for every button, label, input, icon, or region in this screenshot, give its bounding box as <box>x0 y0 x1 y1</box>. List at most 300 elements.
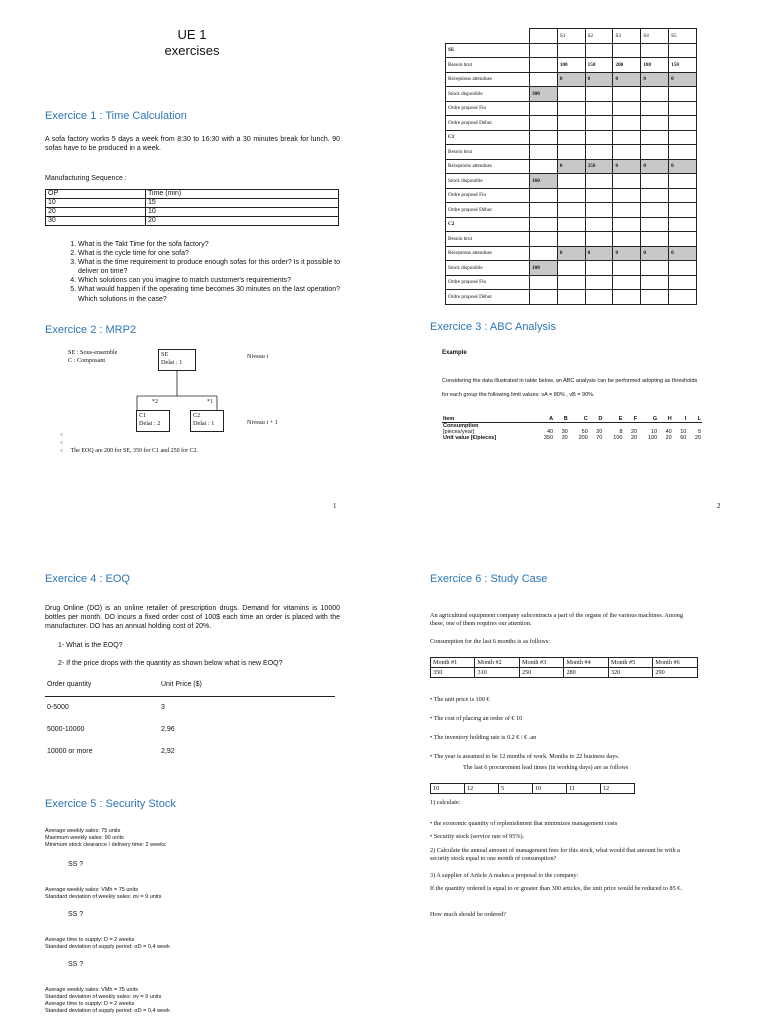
table-cell <box>613 290 641 305</box>
calc-items <box>430 817 617 843</box>
table-cell <box>613 116 641 131</box>
table-cell <box>669 232 697 247</box>
initial-cell <box>530 275 558 290</box>
page-1 <box>0 0 384 512</box>
question-3: 3) A supplier of Article A makes a proposal to the company: <box>430 872 579 879</box>
row-label: C2 <box>446 217 530 232</box>
table-row <box>45 696 335 718</box>
ss-question: SS ? <box>68 861 84 868</box>
table-cell <box>613 275 641 290</box>
document-title: UE 1 <box>177 27 207 42</box>
legend-se: SE : Sous-ensemble <box>68 349 118 356</box>
table-cell <box>641 116 669 131</box>
ss-question: SS ? <box>68 961 84 968</box>
table-cell: 200 <box>578 435 588 441</box>
table-row <box>442 423 702 436</box>
row-label: Réceptions attendues <box>446 159 530 174</box>
table-cell: 310 <box>475 668 519 678</box>
table-cell: 3 <box>161 703 165 711</box>
table-cell <box>669 275 697 290</box>
text-line: Average weekly sales: VMh = 75 units <box>45 887 138 893</box>
table-cell: 200 <box>613 58 641 73</box>
header-cell: H <box>658 416 673 423</box>
table-cell: 2,92 <box>161 747 175 755</box>
header-cell: Month #6 <box>653 658 698 668</box>
period-header: S4 <box>641 29 669 44</box>
table-cell <box>557 290 585 305</box>
table-cell <box>557 188 585 203</box>
table-cell: 10 <box>146 208 339 217</box>
row-label: C1 <box>446 130 530 145</box>
table-cell <box>585 203 613 218</box>
table-cell <box>641 261 669 276</box>
table-cell: 0 <box>641 246 669 261</box>
table-cell <box>641 101 669 116</box>
table-cell <box>613 43 641 58</box>
text-line: Average time to supply: D = 2 weeks <box>45 1000 135 1007</box>
table-cell <box>641 130 669 145</box>
table-cell <box>613 130 641 145</box>
table-cell: 0-5000 <box>47 703 69 711</box>
abc-text-content: Considering the data illustrated in table below, an ABC analysis can be performed adopting as thresholds for each group the following limit values: vA = 80% , vB = 90%. <box>442 378 698 399</box>
header-cell: Item <box>442 416 534 423</box>
eoq-note <box>60 448 198 454</box>
table-row <box>446 203 697 218</box>
table-cell <box>641 217 669 232</box>
table-cell: 150 <box>585 58 613 73</box>
row-label: SE <box>446 43 530 58</box>
table-row <box>45 674 335 696</box>
table-cell: 8 <box>619 429 623 435</box>
table-cell: 0 <box>613 72 641 87</box>
exercise-4-intro: Drug Online (DO) is an online retailer of prescription drugs. Demand for vitamins is 10000 bottles per month. DO incurs a fixed order cost of 100$ each time an order is placed with the manufacturer. DO has an annual holding cost of 20%. <box>45 605 340 631</box>
table-cell: 10 <box>651 429 658 435</box>
label: Consumption <box>443 423 479 429</box>
table-cell <box>585 290 613 305</box>
node-label: C2 <box>193 412 201 419</box>
table-row <box>442 435 702 441</box>
table-cell: 12 <box>464 784 498 794</box>
table-cell: 0 <box>557 72 585 87</box>
table-cell <box>557 261 585 276</box>
sequence-label: Manufacturing Sequence : <box>45 175 127 182</box>
row-label: Besoin brut <box>446 145 530 160</box>
table-cell <box>641 188 669 203</box>
table-cell: 280 <box>564 668 608 678</box>
table-cell <box>613 217 641 232</box>
list-item: • The inventory holding rate is 0.2 € / € .an <box>430 734 537 741</box>
table-cell: 5 <box>697 429 701 435</box>
text-line: Minimum stock clearance / delivery time: 2 weeks <box>45 841 166 848</box>
row-label: Stock disponible <box>446 261 530 276</box>
table-row <box>45 718 335 740</box>
table-cell <box>641 174 669 189</box>
table-cell <box>585 87 613 102</box>
table-cell: 350 <box>431 668 475 678</box>
exercise-4-q2: 2- If the price drops with the quantity as shown below what is new EOQ? <box>58 660 283 667</box>
tree-connectors <box>120 370 240 412</box>
table-row <box>446 72 697 87</box>
table-cell: 100 <box>647 435 658 441</box>
table-cell: 5 <box>498 784 532 794</box>
table-cell: 290 <box>653 668 698 678</box>
table-cell <box>641 232 669 247</box>
study-case-intro: An agricultural equipment company subcontracts a part of the organs of the various machines. Among these, one of them requires our attention. <box>430 612 683 628</box>
ss-block-1 <box>45 828 166 849</box>
row-label: Ordre proposé Fin <box>446 101 530 116</box>
node-label: SE <box>161 351 169 358</box>
table-cell: 0 <box>557 159 585 174</box>
exercise-5-title: Exercice 5 : Security Stock <box>45 798 176 810</box>
table-row <box>446 145 697 160</box>
table-row <box>46 208 339 217</box>
table-row <box>46 217 339 226</box>
row-label: Besoin brut <box>446 232 530 247</box>
table-row <box>45 740 335 762</box>
exercise-2-title: Exercice 2 : MRP2 <box>45 324 137 336</box>
table-cell: 40 <box>546 429 554 435</box>
text-line: Standard deviation of supply period: σD = 0,4 week <box>45 943 170 950</box>
header-cell: E <box>603 416 623 423</box>
row-label: Réceptions attendues <box>446 72 530 87</box>
table-cell <box>585 174 613 189</box>
row-label: Ordre proposé Fin <box>446 188 530 203</box>
table-cell: 10 <box>46 199 146 208</box>
exercise-4-q1: 1- What is the EOQ? <box>58 642 123 649</box>
table-cell <box>669 116 697 131</box>
initial-cell: 300 <box>530 87 558 102</box>
table-cell <box>669 87 697 102</box>
document-subtitle: exercises <box>164 43 220 58</box>
table-cell: 10 <box>532 784 566 794</box>
table-cell: 40 <box>665 429 672 435</box>
table-cell: 70 <box>596 435 603 441</box>
qty-c1: *2 <box>152 399 158 405</box>
table-row <box>446 87 697 102</box>
table-row <box>446 232 697 247</box>
node-delay: Delai : 1 <box>193 420 215 428</box>
table-cell: 11 <box>566 784 600 794</box>
table-row <box>446 261 697 276</box>
table-cell: 10000 or more <box>47 747 93 755</box>
ss-question: SS ? <box>68 911 84 918</box>
question-3-ask: How much should be ordered? <box>430 911 506 918</box>
table-cell <box>557 174 585 189</box>
header-cell: F <box>623 416 638 423</box>
initial-cell <box>530 145 558 160</box>
exercise-6-title: Exercice 6 : Study Case <box>430 573 548 585</box>
table-cell <box>585 43 613 58</box>
table-row <box>446 159 697 174</box>
period-header: S5 <box>669 29 697 44</box>
table-cell: 0 <box>669 72 697 87</box>
ss-block-3 <box>45 937 170 951</box>
table-cell <box>613 101 641 116</box>
table-cell: 350 <box>585 159 613 174</box>
header-cell: Month #4 <box>564 658 608 668</box>
list-item: 3. What is the time requirement to produce enough sofas for this order? Is it possible to deliver on time? <box>78 258 340 276</box>
initial-cell <box>530 130 558 145</box>
table-row <box>446 116 697 131</box>
table-cell <box>557 116 585 131</box>
row-label: Ordre proposé Fin <box>446 275 530 290</box>
table-cell <box>641 203 669 218</box>
table-row <box>446 188 697 203</box>
initial-cell: 100 <box>530 261 558 276</box>
node-delay: Delai : 2 <box>139 420 161 428</box>
list-item: 5. What would happen if the operating time becomes 30 minutes on the last operation? Which solutions in the case? <box>78 285 340 303</box>
row-label: Ordre proposé Début <box>446 116 530 131</box>
table-cell <box>669 188 697 203</box>
table-row <box>446 246 697 261</box>
table-cell: 20 <box>596 429 603 435</box>
exercise-1-questions <box>68 240 340 304</box>
table-cell: 0 <box>585 72 613 87</box>
list-item: • The year is assumed to be 12 months of work. Months to 22 business days. <box>430 753 620 760</box>
table-cell <box>669 145 697 160</box>
table-row <box>446 101 697 116</box>
initial-cell <box>530 58 558 73</box>
table-cell: 0 <box>557 246 585 261</box>
table-cell: 30 <box>561 429 568 435</box>
table-cell <box>669 261 697 276</box>
unit: [pieces/year] <box>443 429 475 435</box>
list-item: • the economic quantity of replenishment that minimizes management costs <box>430 820 618 827</box>
node-delay: Delai : 1 <box>161 359 183 367</box>
list-item: 1. What is the Takt Time for the sofa factory? <box>78 240 340 249</box>
table-cell: 12 <box>600 784 634 794</box>
mrp-table <box>445 28 697 305</box>
abc-text <box>442 374 704 403</box>
corner-cell <box>446 29 530 44</box>
table-cell: 50 <box>581 429 588 435</box>
table-cell: 10 <box>680 429 687 435</box>
header-cell: Month #2 <box>475 658 519 668</box>
bullet-empty-1: ○ <box>60 433 64 438</box>
se-node <box>158 349 196 371</box>
table-cell <box>613 174 641 189</box>
page-number: 1 <box>333 502 337 510</box>
table-cell: 0 <box>585 246 613 261</box>
table-cell <box>585 145 613 160</box>
initial-cell <box>530 188 558 203</box>
table-cell <box>641 43 669 58</box>
table-cell: 2,96 <box>161 725 175 733</box>
table-row <box>446 174 697 189</box>
table-row <box>46 190 339 199</box>
table-cell: 0 <box>613 246 641 261</box>
table-cell: 30 <box>561 435 568 441</box>
table-cell: 20 <box>630 435 638 441</box>
list-item: 2. What is the cycle time for one sofa? <box>78 249 340 258</box>
table-cell <box>557 145 585 160</box>
page-number: 2 <box>717 502 721 510</box>
table-cell <box>613 145 641 160</box>
table-cell <box>641 145 669 160</box>
period-header: S2 <box>585 29 613 44</box>
table-row <box>446 275 697 290</box>
exercise-3-title: Exercice 3 : ABC Analysis <box>430 321 556 333</box>
table-cell: 5000-10000 <box>47 725 85 733</box>
table-cell <box>557 87 585 102</box>
table-cell <box>669 203 697 218</box>
table-cell: 250 <box>519 668 563 678</box>
table-cell <box>585 275 613 290</box>
node-label: C1 <box>139 412 147 419</box>
bullet-icon: ○ <box>60 449 64 454</box>
table-cell <box>557 130 585 145</box>
table-cell: 0 <box>669 159 697 174</box>
table-cell <box>557 275 585 290</box>
table-cell: 100 <box>557 58 585 73</box>
table-cell <box>669 130 697 145</box>
table-cell: 10 <box>431 784 465 794</box>
exercise-1-title: Exercice 1 : Time Calculation <box>45 110 187 122</box>
period-header: S3 <box>613 29 641 44</box>
bullet-empty-2: ○ <box>60 441 64 446</box>
initial-cell: 160 <box>530 174 558 189</box>
table-cell <box>613 203 641 218</box>
initial-cell <box>530 72 558 87</box>
table-cell <box>557 203 585 218</box>
c1-node <box>136 410 170 432</box>
ss-block-2 <box>45 887 161 901</box>
abc-example-label: Example <box>442 350 467 356</box>
table-cell <box>613 261 641 276</box>
table-cell <box>613 87 641 102</box>
diagram-legend <box>68 349 118 365</box>
initial-cell <box>530 290 558 305</box>
table-cell <box>669 43 697 58</box>
header-cell: Unit Price ($) <box>159 674 335 696</box>
consumption-label <box>442 423 534 436</box>
table-cell: 100 <box>613 435 623 441</box>
table-cell <box>557 232 585 247</box>
table-cell <box>557 101 585 116</box>
row-label: Besoin brut <box>446 58 530 73</box>
exercise-4-title: Exercice 4 : EOQ <box>45 573 130 585</box>
lead-time-intro: The last 6 procurement lead times (in working days) are as follows <box>463 764 629 771</box>
table-cell: 0 <box>669 246 697 261</box>
header-cell: Month #3 <box>519 658 563 668</box>
text-line: Average weekly sales: 75 units <box>45 828 121 834</box>
initial-cell <box>530 159 558 174</box>
table-row <box>46 199 339 208</box>
table-row <box>431 658 698 668</box>
table-cell: 20 <box>665 435 672 441</box>
operations-table <box>45 189 339 226</box>
table-cell: 320 <box>608 668 652 678</box>
lead-time-table <box>430 783 635 794</box>
table-cell <box>557 43 585 58</box>
table-cell: 60 <box>680 435 687 441</box>
table-cell: 20 <box>694 435 701 441</box>
table-cell: 350 <box>543 435 554 441</box>
table-cell: 30 <box>46 217 146 226</box>
header-cell: Order quantity <box>45 674 159 696</box>
period-header: S1 <box>557 29 585 44</box>
table-cell: 20 <box>146 217 339 226</box>
text-line: Maximum weekly sales: 90 units <box>45 834 124 841</box>
list-item: 4. Which solutions can you imagine to match customer's requirements? <box>78 276 340 285</box>
header-cell: B <box>554 416 569 423</box>
question-3-detail: If the quantity ordered is equal to or greater than 300 articles, the unit price would be reduced to 85 €. <box>430 885 682 892</box>
row-label: Stock disponible <box>446 87 530 102</box>
table-cell <box>585 130 613 145</box>
header-cell: L <box>687 416 702 423</box>
list-item: • Security stock (service rate of 95%). <box>430 833 525 840</box>
calc-label: 1) calculate: <box>430 799 461 806</box>
table-cell <box>585 232 613 247</box>
table-cell: 0 <box>613 159 641 174</box>
text-line: Average time to supply: D = 2 weeks <box>45 937 135 943</box>
table-row <box>446 29 697 44</box>
table-row <box>431 784 635 794</box>
header-cell: I <box>673 416 688 423</box>
row-label: Ordre proposé Début <box>446 203 530 218</box>
text-line: Standard deviation of weekly sales: σv = 9 units <box>45 993 162 1000</box>
table-row <box>446 43 697 58</box>
table-cell <box>585 101 613 116</box>
table-row <box>446 217 697 232</box>
row-label: Stock disponible <box>446 174 530 189</box>
row-label: Réceptions attendues <box>446 246 530 261</box>
price-table <box>45 674 335 762</box>
header-cell: Month #1 <box>431 658 475 668</box>
table-cell: 0 <box>641 72 669 87</box>
table-row <box>446 58 697 73</box>
unit-value-label: Unit value [€/pieces] <box>443 435 497 441</box>
question-2: 2) Calculate the annual amount of management fees for this stock, what would that amount be with a security stock equal to one month of consumption? <box>430 847 680 863</box>
header-cell: Month #5 <box>608 658 652 668</box>
initial-cell <box>530 217 558 232</box>
initial-cell <box>530 43 558 58</box>
table-cell <box>613 188 641 203</box>
table-cell <box>641 290 669 305</box>
table-cell <box>585 116 613 131</box>
table-cell <box>641 87 669 102</box>
legend-c: C : Composant <box>68 357 106 365</box>
consumption-intro: Consumption for the last 6 months is as follows: <box>430 638 550 645</box>
abc-table <box>442 416 702 441</box>
initial-cell <box>530 246 558 261</box>
op-header: OP <box>46 190 146 199</box>
table-cell: 20 <box>46 208 146 217</box>
initial-cell <box>530 203 558 218</box>
table-cell <box>669 174 697 189</box>
table-cell <box>669 101 697 116</box>
initial-cell <box>530 29 558 44</box>
level-i-label: Niveau i <box>247 353 269 360</box>
text-line: Standard deviation of weekly sales: σv = 9 units <box>45 893 162 900</box>
time-header: Time (min) <box>146 190 339 199</box>
text-line: Standard deviation of supply period: σD = 0,4 week <box>45 1007 170 1014</box>
eoq-note-text: The EOQ are 200 for SE, 350 for C1 and 250 for C2. <box>70 448 199 454</box>
table-cell <box>669 290 697 305</box>
header-cell: D <box>589 416 604 423</box>
header-cell: A <box>534 416 554 423</box>
list-item: • The cost of placing an order of € 10 <box>430 715 523 722</box>
table-cell <box>613 232 641 247</box>
table-cell <box>557 217 585 232</box>
qty-c2: *1 <box>207 399 213 405</box>
table-cell <box>641 275 669 290</box>
table-cell <box>669 217 697 232</box>
level-i1-label: Niveau i + 1 <box>247 419 278 426</box>
exercise-1-intro: A sofa factory works 5 days a week from 8:30 to 16:30 with a 30 minutes break for lunch. 90 sofas have to be produced in a week. <box>45 136 340 153</box>
table-cell: 150 <box>669 58 697 73</box>
ss-block-4 <box>45 987 170 1015</box>
